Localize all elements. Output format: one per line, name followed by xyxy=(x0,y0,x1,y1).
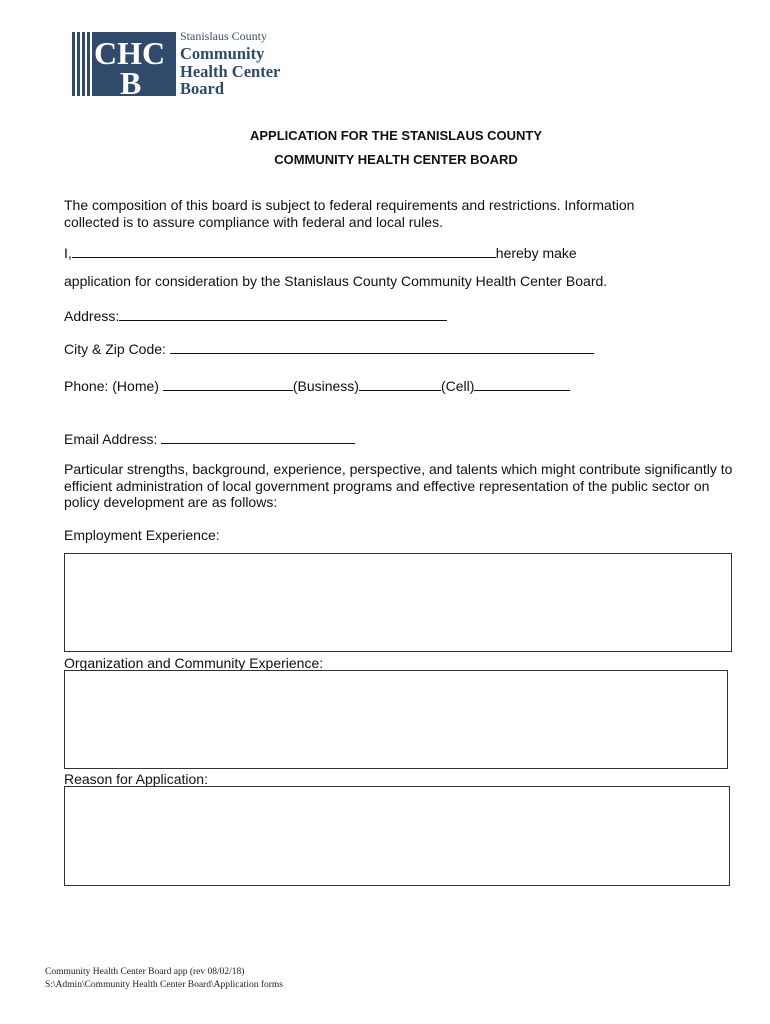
address-row xyxy=(64,306,447,325)
intro-line1: The composition of this board is subject to federal requirements and restrictions. Information xyxy=(64,197,635,213)
svg-text:B: B xyxy=(120,65,142,98)
phone-business-field[interactable] xyxy=(359,376,441,391)
city-zip-field[interactable] xyxy=(170,339,594,354)
reason-for-application-box[interactable] xyxy=(64,786,730,886)
applicant-continuation: application for consideration by the Stanislaus County Community Health Center Board. xyxy=(64,273,608,289)
applicant-prefix: I, xyxy=(64,245,72,261)
organization-label: Organization and Community Experience: xyxy=(64,655,324,671)
intro-line2: collected is to assure compliance with federal and local rules. xyxy=(64,213,443,230)
strengths-line1: Particular strengths, background, experience, perspective, and talents which might contribute significantly to xyxy=(64,461,733,477)
applicant-name-field[interactable] xyxy=(72,243,496,258)
svg-text:CHC: CHC xyxy=(94,35,166,71)
strengths-line3: policy development are as follows: xyxy=(64,494,278,510)
organization-experience-box[interactable] xyxy=(64,670,728,769)
address-field[interactable] xyxy=(119,306,447,321)
email-label: Email Address: xyxy=(64,431,158,447)
logo-line-county: Stanislaus County xyxy=(180,29,268,43)
form-title-line1: APPLICATION FOR THE STANISLAUS COUNTY xyxy=(249,128,543,143)
strengths-paragraph xyxy=(64,461,732,511)
phone-row xyxy=(64,376,570,395)
email-field[interactable] xyxy=(161,429,355,444)
intro-paragraph xyxy=(64,197,634,230)
reason-label: Reason for Application: xyxy=(64,771,208,787)
phone-business-label: (Business) xyxy=(292,378,359,394)
applicant-name-row xyxy=(64,243,577,262)
logo-line-board: Board xyxy=(180,79,225,98)
phone-cell-label: (Cell) xyxy=(440,378,475,394)
employment-label: Employment Experience: xyxy=(64,527,220,543)
chcb-logo-mark xyxy=(70,30,178,98)
form-title-line2: COMMUNITY HEALTH CENTER BOARD xyxy=(274,152,518,167)
footer xyxy=(45,966,283,992)
strengths-line2: efficient administration of local government programs and effective representation of the public sector on xyxy=(64,477,710,494)
footer-file-path: S:\Admin\Community Health Center Board\Application forms xyxy=(45,980,284,990)
applicant-suffix: hereby make xyxy=(495,245,577,261)
email-row xyxy=(64,429,355,448)
logo-line-health-center: Health Center xyxy=(180,61,281,81)
phone-cell-field[interactable] xyxy=(474,376,570,391)
address-label: Address: xyxy=(64,308,120,324)
city-zip-row xyxy=(64,339,594,358)
employment-experience-box[interactable] xyxy=(64,553,732,652)
logo-line-community: Community xyxy=(180,44,265,63)
city-zip-label: City & Zip Code: xyxy=(64,341,166,357)
phone-home-label: Phone: (Home) xyxy=(64,378,159,394)
logo-org-name xyxy=(180,30,280,98)
footer-revision: Community Health Center Board app (rev 08/02/18) xyxy=(45,967,245,977)
phone-home-field[interactable] xyxy=(163,376,293,391)
